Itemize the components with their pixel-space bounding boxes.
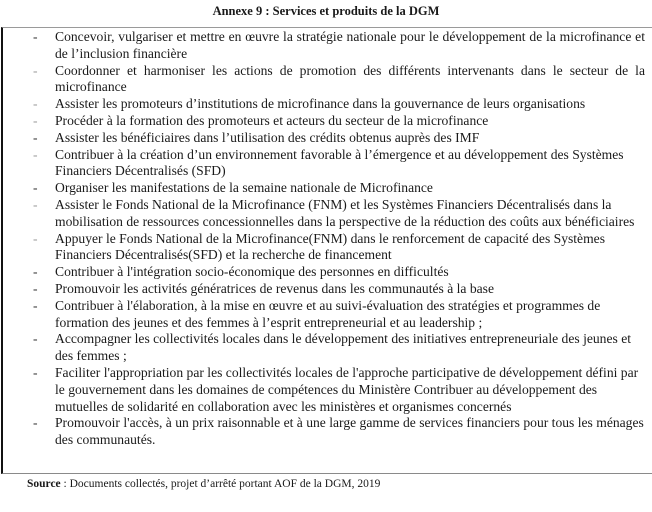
list-item bbox=[3, 365, 651, 415]
list-item bbox=[3, 130, 651, 147]
bullet-dash: - bbox=[33, 62, 38, 78]
bullet-dash: - bbox=[33, 331, 38, 347]
bullet-dash: - bbox=[33, 196, 38, 212]
bullet-dash: - bbox=[33, 129, 38, 145]
item-text: Assister le Fonds National de la Microfinance (FNM) et les Systèmes Financiers Décentralisés dans la mobilisation de ressources concessionnelles dans la perspective de la réduction des coûts aux bénéficiaires bbox=[55, 196, 635, 229]
item-text: Accompagner les collectivités locales dans le développement des initiatives entrepreneuriale des jeunes et des femmes ; bbox=[55, 331, 632, 364]
item-text: Assister les promoteurs d’institutions de microfinance dans la gouvernance de leurs organisations bbox=[55, 96, 586, 112]
item-text: Contribuer à la création d’un environnement favorable à l’émergence et au développement des Systèmes Financiers Décentralisés (SFD) bbox=[55, 146, 624, 179]
source-separator: : bbox=[60, 478, 70, 490]
list-item bbox=[3, 415, 651, 449]
item-text: Organiser les manifestations de la semaine nationale de Microfinance bbox=[55, 180, 433, 196]
list-item bbox=[3, 231, 651, 265]
list-item bbox=[3, 29, 651, 63]
item-text: Contribuer à l'élaboration, à la mise en œuvre et au suivi-évaluation des stratégies et programmes de formation des jeunes et des femmes à l’esprit entrepreneurial et au leadership ; bbox=[55, 297, 601, 330]
list-item bbox=[3, 96, 651, 113]
bullet-dash: - bbox=[33, 230, 38, 246]
bullet-dash: - bbox=[33, 96, 38, 112]
list-item bbox=[3, 113, 651, 130]
bullet-dash: - bbox=[33, 112, 38, 128]
bullet-dash: - bbox=[33, 297, 38, 313]
item-text: Appuyer le Fonds National de la Microfinance(FNM) dans le renforcement de capacité des Systèmes Financiers Décentralisés(SFD) et la recherche de financement bbox=[55, 230, 605, 263]
list-item bbox=[3, 331, 651, 365]
source-label: Source bbox=[27, 478, 61, 490]
bullet-dash: - bbox=[33, 180, 38, 196]
bullet-dash: - bbox=[33, 264, 38, 280]
item-text: Procéder à la formation des promoteurs et acteurs du secteur de la microfinance bbox=[55, 112, 489, 128]
item-text: Faciliter l'appropriation par les collectivités locales de l'approche participative de développement défini par le gouvernement dans les domaines de compétences du Ministère Contribuer au développement des mutuelles de solidarité en collaboration avec les ministères et organismes concernés bbox=[55, 364, 639, 414]
source-text: Documents collectés, projet d’arrêté portant AOF de la DGM, 2019 bbox=[69, 478, 381, 490]
annex-title: Annexe 9 : Services et produits de la DGM bbox=[212, 4, 440, 18]
bullet-dash: - bbox=[33, 280, 38, 296]
services-box bbox=[1, 27, 652, 474]
bullet-dash: - bbox=[33, 415, 38, 431]
list-item bbox=[3, 298, 651, 332]
list-item bbox=[3, 264, 651, 281]
item-text: Contribuer à l'intégration socio-économique des personnes en difficultés bbox=[55, 264, 449, 280]
list-item bbox=[3, 63, 651, 97]
list-item bbox=[3, 180, 651, 197]
list-item bbox=[3, 281, 651, 298]
list-item bbox=[3, 197, 651, 231]
bullet-dash: - bbox=[33, 146, 38, 162]
list-item bbox=[3, 147, 651, 181]
item-text: Assister les bénéficiaires dans l’utilisation des crédits obtenus auprès des IMF bbox=[55, 129, 480, 145]
item-text: Promouvoir l'accès, à un prix raisonnable et à une large gamme de services financiers pour tous les ménages des communautés. bbox=[55, 415, 644, 448]
item-text: Coordonner et harmoniser les actions de promotion des différents intervenants dans le secteur de la microfinance bbox=[55, 62, 645, 95]
bullet-dash: - bbox=[33, 364, 38, 380]
services-list bbox=[3, 29, 651, 449]
source-note bbox=[27, 477, 380, 491]
bullet-dash: - bbox=[33, 29, 38, 44]
item-text: Promouvoir les activités génératrices de revenus dans les communautés à la base bbox=[55, 280, 495, 296]
item-text: Concevoir, vulgariser et mettre en œuvre la stratégie nationale pour le développement de la microfinance et de l’inclusion financière bbox=[55, 29, 645, 61]
